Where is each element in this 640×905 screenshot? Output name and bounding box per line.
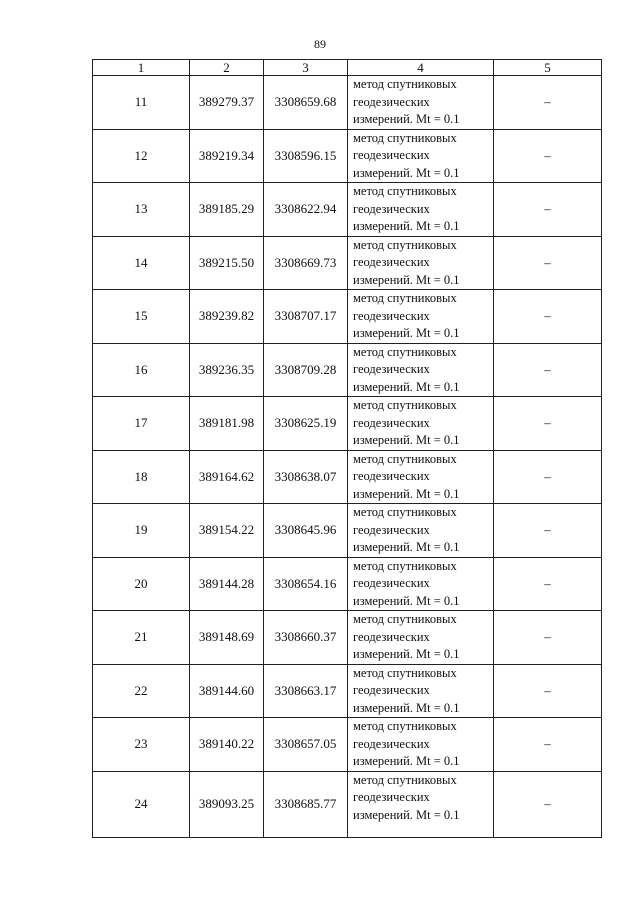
method-cell bbox=[348, 290, 494, 344]
method-text-line: измерений. Mt = 0.1 bbox=[353, 272, 460, 287]
x-coordinate-cell: 389140.22 bbox=[190, 718, 264, 772]
y-coordinate-cell: 3308659.68 bbox=[264, 76, 348, 130]
method-cell bbox=[348, 718, 494, 772]
note-cell: – bbox=[494, 718, 602, 772]
y-coordinate-cell: 3308622.94 bbox=[264, 183, 348, 237]
page-number: 89 bbox=[314, 37, 326, 51]
note-cell: – bbox=[494, 236, 602, 290]
coordinates-table bbox=[92, 59, 602, 838]
method-cell bbox=[348, 557, 494, 611]
table-row bbox=[93, 397, 602, 451]
method-text-line: измерений. Mt = 0.1 bbox=[353, 165, 460, 180]
x-coordinate-cell: 389239.82 bbox=[190, 290, 264, 344]
column-header-1: 1 bbox=[93, 60, 190, 76]
method-text-line: метод спутниковых bbox=[353, 665, 457, 680]
method-text-line: метод спутниковых bbox=[353, 184, 457, 198]
method-text-line: измерений. Mt = 0.1 bbox=[353, 486, 460, 501]
method-text-line: метод спутниковых bbox=[353, 237, 457, 252]
method-text-line: геодезических bbox=[353, 576, 430, 590]
method-text-line: геодезических bbox=[353, 362, 430, 376]
table-row bbox=[93, 290, 602, 344]
method-cell bbox=[348, 504, 494, 558]
x-coordinate-cell: 389181.98 bbox=[190, 397, 264, 451]
x-coordinate-cell: 389215.50 bbox=[190, 236, 264, 290]
method-text-line: измерений. Mt = 0.1 bbox=[353, 433, 460, 447]
point-number-cell: 18 bbox=[93, 450, 190, 504]
table-row bbox=[93, 718, 602, 772]
note-cell: – bbox=[494, 129, 602, 183]
y-coordinate-cell: 3308685.77 bbox=[264, 771, 348, 837]
note-cell: – bbox=[494, 504, 602, 558]
method-cell bbox=[348, 611, 494, 665]
method-text-line: геодезических bbox=[353, 94, 430, 109]
y-coordinate-cell: 3308657.05 bbox=[264, 718, 348, 772]
y-coordinate-cell: 3308709.28 bbox=[264, 343, 348, 397]
method-text-line: геодезических bbox=[353, 683, 430, 697]
y-coordinate-cell: 3308645.96 bbox=[264, 504, 348, 558]
method-cell bbox=[348, 183, 494, 237]
y-coordinate-cell: 3308707.17 bbox=[264, 290, 348, 344]
y-coordinate-cell: 3308663.17 bbox=[264, 664, 348, 718]
table-row bbox=[93, 183, 602, 237]
point-number-cell: 20 bbox=[93, 557, 190, 611]
note-cell: – bbox=[494, 611, 602, 665]
method-text-line: измерений. Mt = 0.1 bbox=[353, 112, 460, 126]
method-text-line: геодезических bbox=[353, 201, 430, 216]
note-cell: – bbox=[494, 343, 602, 397]
y-coordinate-cell: 3308596.15 bbox=[264, 129, 348, 183]
table-row bbox=[93, 343, 602, 397]
method-cell bbox=[348, 236, 494, 290]
column-header-3: 3 bbox=[264, 60, 348, 76]
column-header-4: 4 bbox=[348, 60, 494, 76]
note-cell: – bbox=[494, 771, 602, 837]
point-number-cell: 23 bbox=[93, 718, 190, 772]
y-coordinate-cell: 3308654.16 bbox=[264, 557, 348, 611]
table-row bbox=[93, 557, 602, 611]
point-number-cell: 15 bbox=[93, 290, 190, 344]
method-text-line: геодезических bbox=[353, 522, 430, 537]
note-cell: – bbox=[494, 76, 602, 130]
table-row bbox=[93, 771, 602, 837]
method-text-line: метод спутниковых bbox=[353, 719, 457, 733]
point-number-cell: 16 bbox=[93, 343, 190, 397]
note-cell: – bbox=[494, 557, 602, 611]
note-cell: – bbox=[494, 290, 602, 344]
method-text-line: метод спутниковых bbox=[353, 77, 457, 91]
column-header-2: 2 bbox=[190, 60, 264, 76]
method-text-line: геодезических bbox=[353, 469, 430, 483]
x-coordinate-cell: 389093.25 bbox=[190, 771, 264, 837]
method-text-line: метод спутниковых bbox=[353, 291, 457, 305]
method-text-line: измерений. Mt = 0.1 bbox=[353, 219, 460, 233]
point-number-cell: 21 bbox=[93, 611, 190, 665]
table-row bbox=[93, 236, 602, 290]
x-coordinate-cell: 389185.29 bbox=[190, 183, 264, 237]
note-cell: – bbox=[494, 397, 602, 451]
method-text-line: метод спутниковых bbox=[353, 451, 457, 466]
y-coordinate-cell: 3308638.07 bbox=[264, 450, 348, 504]
point-number-cell: 17 bbox=[93, 397, 190, 451]
method-text-line: измерений. Mt = 0.1 bbox=[353, 379, 460, 394]
method-text-line: геодезических bbox=[353, 255, 430, 269]
point-number-cell: 14 bbox=[93, 236, 190, 290]
method-text-line: метод спутниковых bbox=[353, 130, 457, 145]
method-text-line: метод спутниковых bbox=[353, 344, 457, 359]
method-text-line: измерений. Mt = 0.1 bbox=[353, 647, 460, 661]
point-number-cell: 22 bbox=[93, 664, 190, 718]
x-coordinate-cell: 389219.34 bbox=[190, 129, 264, 183]
method-text-line: геодезических bbox=[353, 415, 430, 430]
table-row bbox=[93, 450, 602, 504]
method-text-line: метод спутниковых bbox=[353, 612, 457, 626]
method-text-line: метод спутниковых bbox=[353, 772, 457, 787]
x-coordinate-cell: 389144.60 bbox=[190, 664, 264, 718]
method-text-line: геодезических bbox=[353, 629, 430, 644]
column-header-5: 5 bbox=[494, 60, 602, 76]
y-coordinate-cell: 3308669.73 bbox=[264, 236, 348, 290]
method-text-line: геодезических bbox=[353, 736, 430, 751]
method-cell bbox=[348, 664, 494, 718]
method-cell bbox=[348, 771, 494, 837]
point-number-cell: 24 bbox=[93, 771, 190, 837]
method-text-line: измерений. Mt = 0.1 bbox=[353, 700, 460, 715]
table-row bbox=[93, 611, 602, 665]
table-row bbox=[93, 76, 602, 130]
method-text-line: геодезических bbox=[353, 308, 430, 323]
method-text-line: измерений. Mt = 0.1 bbox=[353, 807, 460, 822]
x-coordinate-cell: 389164.62 bbox=[190, 450, 264, 504]
method-text-line: метод спутниковых bbox=[353, 558, 457, 573]
table-row bbox=[93, 129, 602, 183]
point-number-cell: 13 bbox=[93, 183, 190, 237]
method-cell bbox=[348, 450, 494, 504]
table-row bbox=[93, 664, 602, 718]
method-text-line: измерений. Mt = 0.1 bbox=[353, 593, 460, 608]
x-coordinate-cell: 389144.28 bbox=[190, 557, 264, 611]
method-cell bbox=[348, 76, 494, 130]
point-number-cell: 19 bbox=[93, 504, 190, 558]
x-coordinate-cell: 389148.69 bbox=[190, 611, 264, 665]
point-number-cell: 12 bbox=[93, 129, 190, 183]
method-text-line: метод спутниковых bbox=[353, 398, 457, 412]
x-coordinate-cell: 389279.37 bbox=[190, 76, 264, 130]
method-text-line: измерений. Mt = 0.1 bbox=[353, 326, 460, 340]
note-cell: – bbox=[494, 183, 602, 237]
method-cell bbox=[348, 129, 494, 183]
note-cell: – bbox=[494, 664, 602, 718]
method-text-line: геодезических bbox=[353, 790, 430, 804]
method-text-line: измерений. Mt = 0.1 bbox=[353, 754, 460, 768]
method-text-line: геодезических bbox=[353, 148, 430, 162]
method-cell bbox=[348, 397, 494, 451]
y-coordinate-cell: 3308625.19 bbox=[264, 397, 348, 451]
note-cell: – bbox=[494, 450, 602, 504]
method-cell bbox=[348, 343, 494, 397]
header-row bbox=[93, 60, 602, 76]
x-coordinate-cell: 389236.35 bbox=[190, 343, 264, 397]
table-row bbox=[93, 504, 602, 558]
y-coordinate-cell: 3308660.37 bbox=[264, 611, 348, 665]
method-text-line: измерений. Mt = 0.1 bbox=[353, 540, 460, 554]
point-number-cell: 11 bbox=[93, 76, 190, 130]
x-coordinate-cell: 389154.22 bbox=[190, 504, 264, 558]
method-text-line: метод спутниковых bbox=[353, 505, 457, 519]
